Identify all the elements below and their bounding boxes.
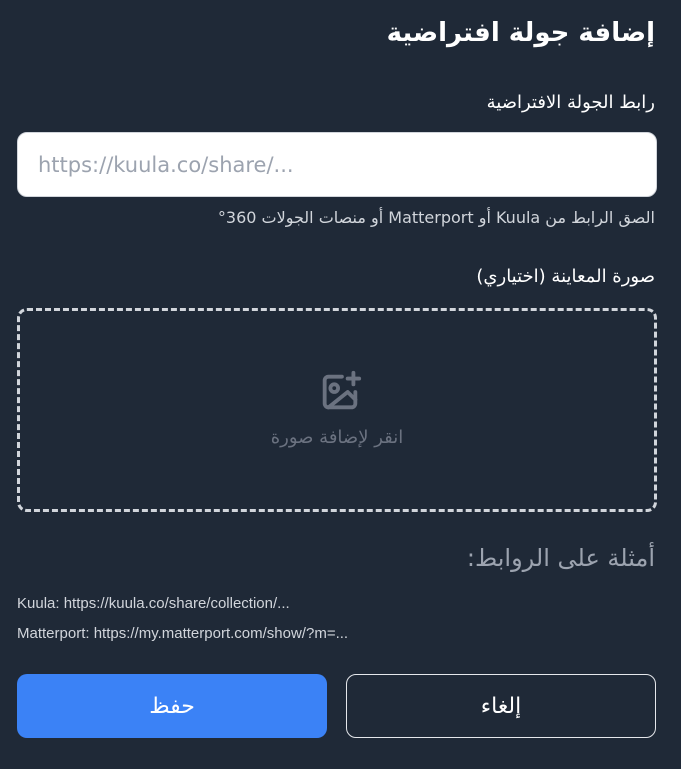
save-button[interactable]: حفظ — [17, 674, 327, 738]
preview-image-label: صورة المعاينة (اختياري) — [476, 266, 655, 287]
tour-url-input[interactable] — [17, 132, 657, 197]
cancel-button[interactable]: إلغاء — [346, 674, 656, 738]
tour-url-hint: الصق الرابط من Kuula أو Matterport أو منصات الجولات 360° — [217, 208, 655, 227]
add-image-prompt: انقر لإضافة صورة — [270, 427, 404, 448]
example-kuula: Kuula: https://kuula.co/share/collection/... — [17, 595, 290, 612]
preview-image-dropzone[interactable] — [17, 308, 657, 512]
image-add-icon — [317, 369, 363, 415]
example-matterport: Matterport: https://my.matterport.com/show/?m=... — [17, 625, 349, 642]
tour-url-label: رابط الجولة الافتراضية — [486, 92, 655, 113]
dialog-title: إضافة جولة افتراضية — [386, 18, 655, 48]
examples-title: أمثلة على الروابط: — [466, 544, 655, 572]
